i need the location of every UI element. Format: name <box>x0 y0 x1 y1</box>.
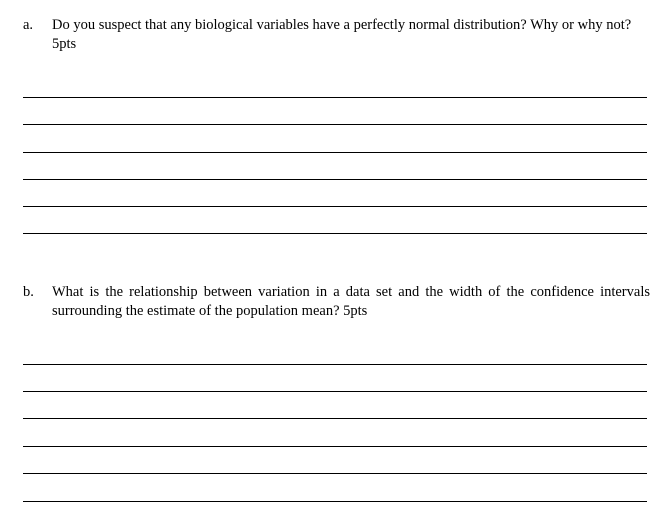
answer-line[interactable] <box>23 391 647 392</box>
question-b-text: What is the relationship between variation in a data set and the width of the confidence intervals surrounding the estimate of the population mean? 5pts <box>52 284 650 319</box>
answer-line[interactable] <box>23 152 647 153</box>
answer-line[interactable] <box>23 179 647 180</box>
question-a-text: Do you suspect that any biological variables have a perfectly normal distribution? Why or why not? 5pts <box>52 17 632 52</box>
question-a-letter: a. <box>23 17 34 33</box>
answer-line[interactable] <box>23 473 647 474</box>
answer-line[interactable] <box>23 233 647 234</box>
answer-line[interactable] <box>23 501 647 502</box>
question-b-letter: b. <box>23 284 34 300</box>
answer-line[interactable] <box>23 446 647 447</box>
answer-line[interactable] <box>23 206 647 207</box>
answer-line[interactable] <box>23 97 647 98</box>
answer-line[interactable] <box>23 364 647 365</box>
answer-line[interactable] <box>23 124 647 125</box>
answer-line[interactable] <box>23 418 647 419</box>
